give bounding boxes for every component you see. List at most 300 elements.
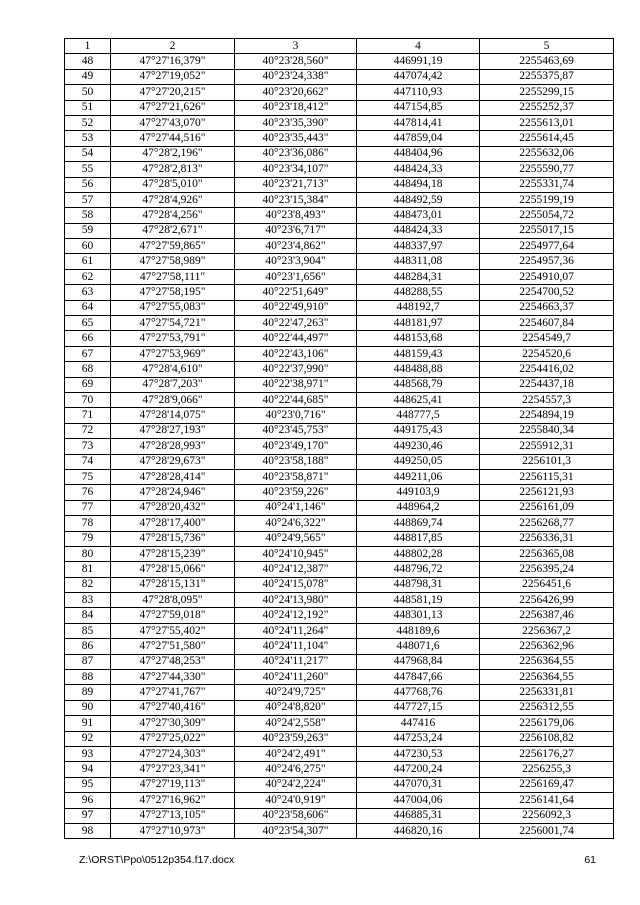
latitude-cell: 47°28'20,432": [111, 500, 235, 515]
y-coordinate-cell: 2255252,37: [480, 100, 614, 115]
table-row: [65, 408, 614, 423]
point-number-cell: 93: [65, 746, 111, 761]
y-coordinate-cell: 2256336,31: [480, 531, 614, 546]
longitude-cell: 40°22'37,990": [235, 362, 357, 377]
latitude-cell: 47°28'17,400": [111, 516, 235, 531]
table-row: [65, 670, 614, 685]
x-coordinate-cell: 448777,5: [357, 408, 480, 423]
latitude-cell: 47°27'58,989": [111, 254, 235, 269]
table-row: [65, 346, 614, 361]
point-number-cell: 52: [65, 115, 111, 130]
table-row: [65, 239, 614, 254]
table-row: [65, 562, 614, 577]
latitude-cell: 47°28'28,414": [111, 469, 235, 484]
x-coordinate-cell: 448159,43: [357, 346, 480, 361]
table-row: [65, 454, 614, 469]
table-row: [65, 162, 614, 177]
y-coordinate-cell: 2254663,37: [480, 300, 614, 315]
latitude-cell: 47°27'20,215": [111, 85, 235, 100]
latitude-cell: 47°28'8,095": [111, 593, 235, 608]
coordinates-table: [64, 38, 614, 839]
longitude-cell: 40°23'6,717": [235, 223, 357, 238]
table-row: [65, 177, 614, 192]
x-coordinate-cell: 448181,97: [357, 316, 480, 331]
y-coordinate-cell: 2255613,01: [480, 115, 614, 130]
y-coordinate-cell: 2256395,24: [480, 562, 614, 577]
table-row: [65, 700, 614, 715]
latitude-cell: 47°28'2,196": [111, 146, 235, 161]
point-number-cell: 88: [65, 670, 111, 685]
latitude-cell: 47°27'24,303": [111, 746, 235, 761]
y-coordinate-cell: 2254557,3: [480, 392, 614, 407]
point-number-cell: 95: [65, 777, 111, 792]
x-coordinate-cell: 447154,85: [357, 100, 480, 115]
y-coordinate-cell: 2255463,69: [480, 54, 614, 69]
x-coordinate-cell: 449211,06: [357, 469, 480, 484]
y-coordinate-cell: 2256387,46: [480, 608, 614, 623]
point-number-cell: 67: [65, 346, 111, 361]
x-coordinate-cell: 449230,46: [357, 439, 480, 454]
point-number-cell: 51: [65, 100, 111, 115]
table-row: [65, 762, 614, 777]
latitude-cell: 47°28'15,066": [111, 562, 235, 577]
point-number-cell: 61: [65, 254, 111, 269]
table-row: [65, 577, 614, 592]
x-coordinate-cell: 448473,01: [357, 208, 480, 223]
table-row: [65, 639, 614, 654]
x-coordinate-cell: 448337,97: [357, 239, 480, 254]
longitude-cell: 40°23'21,713": [235, 177, 357, 192]
table-header-row: [65, 39, 614, 54]
x-coordinate-cell: 447074,42: [357, 69, 480, 84]
latitude-cell: 47°28'4,610": [111, 362, 235, 377]
y-coordinate-cell: 2256451,6: [480, 577, 614, 592]
table-row: [65, 269, 614, 284]
latitude-cell: 47°27'41,767": [111, 685, 235, 700]
x-coordinate-cell: 449250,05: [357, 454, 480, 469]
latitude-cell: 47°27'55,402": [111, 623, 235, 638]
x-coordinate-cell: 447416: [357, 716, 480, 731]
y-coordinate-cell: 2254520,6: [480, 346, 614, 361]
point-number-cell: 91: [65, 716, 111, 731]
point-number-cell: 64: [65, 300, 111, 315]
x-coordinate-cell: 448192,7: [357, 300, 480, 315]
table-row: [65, 685, 614, 700]
latitude-cell: 47°27'21,626": [111, 100, 235, 115]
point-number-cell: 96: [65, 793, 111, 808]
table-row: [65, 192, 614, 207]
x-coordinate-cell: 447200,24: [357, 762, 480, 777]
table-row: [65, 439, 614, 454]
x-coordinate-cell: 447253,24: [357, 731, 480, 746]
table-row: [65, 777, 614, 792]
y-coordinate-cell: 2254437,18: [480, 377, 614, 392]
point-number-cell: 73: [65, 439, 111, 454]
table-row: [65, 392, 614, 407]
x-coordinate-cell: 447768,76: [357, 685, 480, 700]
point-number-cell: 75: [65, 469, 111, 484]
x-coordinate-cell: 448071,6: [357, 639, 480, 654]
x-coordinate-cell: 448424,33: [357, 162, 480, 177]
column-header-3: 3: [235, 39, 357, 54]
longitude-cell: 40°24'11,260": [235, 670, 357, 685]
point-number-cell: 56: [65, 177, 111, 192]
point-number-cell: 63: [65, 285, 111, 300]
latitude-cell: 47°28'15,239": [111, 546, 235, 561]
latitude-cell: 47°28'2,813": [111, 162, 235, 177]
latitude-cell: 47°28'29,673": [111, 454, 235, 469]
latitude-cell: 47°27'55,083": [111, 300, 235, 315]
latitude-cell: 47°27'30,309": [111, 716, 235, 731]
longitude-cell: 40°23'36,086": [235, 146, 357, 161]
longitude-cell: 40°22'43,106": [235, 346, 357, 361]
y-coordinate-cell: 2255375,87: [480, 69, 614, 84]
longitude-cell: 40°24'9,725": [235, 685, 357, 700]
table-row: [65, 223, 614, 238]
point-number-cell: 94: [65, 762, 111, 777]
longitude-cell: 40°24'12,387": [235, 562, 357, 577]
table-row: [65, 54, 614, 69]
table-row: [65, 808, 614, 823]
point-number-cell: 49: [65, 69, 111, 84]
longitude-cell: 40°24'9,565": [235, 531, 357, 546]
x-coordinate-cell: 447230,53: [357, 746, 480, 761]
latitude-cell: 47°27'59,018": [111, 608, 235, 623]
longitude-cell: 40°24'12,192": [235, 608, 357, 623]
longitude-cell: 40°23'3,904": [235, 254, 357, 269]
x-coordinate-cell: 447814,41: [357, 115, 480, 130]
x-coordinate-cell: 448492,59: [357, 192, 480, 207]
latitude-cell: 47°28'27,193": [111, 423, 235, 438]
point-number-cell: 66: [65, 331, 111, 346]
table-row: [65, 85, 614, 100]
point-number-cell: 70: [65, 392, 111, 407]
x-coordinate-cell: 448494,18: [357, 177, 480, 192]
column-header-5: 5: [480, 39, 614, 54]
point-number-cell: 74: [65, 454, 111, 469]
x-coordinate-cell: 447110,93: [357, 85, 480, 100]
x-coordinate-cell: 448424,33: [357, 223, 480, 238]
point-number-cell: 72: [65, 423, 111, 438]
y-coordinate-cell: 2256115,31: [480, 469, 614, 484]
longitude-cell: 40°24'11,217": [235, 654, 357, 669]
y-coordinate-cell: 2255590,77: [480, 162, 614, 177]
longitude-cell: 40°23'34,107": [235, 162, 357, 177]
x-coordinate-cell: 447070,31: [357, 777, 480, 792]
longitude-cell: 40°24'10,945": [235, 546, 357, 561]
point-number-cell: 55: [65, 162, 111, 177]
table-row: [65, 331, 614, 346]
coordinates-table-body: [65, 39, 614, 839]
table-row: [65, 731, 614, 746]
table-row: [65, 485, 614, 500]
point-number-cell: 57: [65, 192, 111, 207]
y-coordinate-cell: 2255331,74: [480, 177, 614, 192]
y-coordinate-cell: 2256364,55: [480, 654, 614, 669]
latitude-cell: 47°27'48,253": [111, 654, 235, 669]
latitude-cell: 47°27'51,580": [111, 639, 235, 654]
table-row: [65, 546, 614, 561]
x-coordinate-cell: 448817,85: [357, 531, 480, 546]
x-coordinate-cell: 447859,04: [357, 131, 480, 146]
x-coordinate-cell: 448288,55: [357, 285, 480, 300]
x-coordinate-cell: 448488,88: [357, 362, 480, 377]
latitude-cell: 47°27'44,330": [111, 670, 235, 685]
latitude-cell: 47°28'28,993": [111, 439, 235, 454]
latitude-cell: 47°27'43,070": [111, 115, 235, 130]
x-coordinate-cell: 446820,16: [357, 823, 480, 838]
point-number-cell: 79: [65, 531, 111, 546]
latitude-cell: 47°27'58,195": [111, 285, 235, 300]
point-number-cell: 68: [65, 362, 111, 377]
longitude-cell: 40°23'1,656": [235, 269, 357, 284]
point-number-cell: 59: [65, 223, 111, 238]
longitude-cell: 40°24'1,146": [235, 500, 357, 515]
longitude-cell: 40°22'51,649": [235, 285, 357, 300]
y-coordinate-cell: 2255199,19: [480, 192, 614, 207]
y-coordinate-cell: 2256426,99: [480, 593, 614, 608]
table-row: [65, 469, 614, 484]
x-coordinate-cell: 448798,31: [357, 577, 480, 592]
latitude-cell: 47°27'53,969": [111, 346, 235, 361]
latitude-cell: 47°27'10,973": [111, 823, 235, 838]
y-coordinate-cell: 2256331,81: [480, 685, 614, 700]
latitude-cell: 47°28'5,010": [111, 177, 235, 192]
point-number-cell: 84: [65, 608, 111, 623]
point-number-cell: 87: [65, 654, 111, 669]
x-coordinate-cell: 448625,41: [357, 392, 480, 407]
latitude-cell: 47°27'13,105": [111, 808, 235, 823]
table-row: [65, 208, 614, 223]
y-coordinate-cell: 2255299,15: [480, 85, 614, 100]
point-number-cell: 89: [65, 685, 111, 700]
point-number-cell: 76: [65, 485, 111, 500]
table-row: [65, 593, 614, 608]
longitude-cell: 40°24'11,104": [235, 639, 357, 654]
x-coordinate-cell: 448284,31: [357, 269, 480, 284]
table-row: [65, 316, 614, 331]
longitude-cell: 40°23'15,384": [235, 192, 357, 207]
latitude-cell: 47°27'19,052": [111, 69, 235, 84]
longitude-cell: 40°23'59,263": [235, 731, 357, 746]
longitude-cell: 40°24'0,919": [235, 793, 357, 808]
y-coordinate-cell: 2256176,27: [480, 746, 614, 761]
point-number-cell: 98: [65, 823, 111, 838]
table-row: [65, 285, 614, 300]
longitude-cell: 40°24'8,820": [235, 700, 357, 715]
point-number-cell: 65: [65, 316, 111, 331]
latitude-cell: 47°28'14,075": [111, 408, 235, 423]
y-coordinate-cell: 2256101,3: [480, 454, 614, 469]
longitude-cell: 40°22'47,263": [235, 316, 357, 331]
point-number-cell: 50: [65, 85, 111, 100]
longitude-cell: 40°23'8,493": [235, 208, 357, 223]
table-row: [65, 746, 614, 761]
y-coordinate-cell: 2256169,47: [480, 777, 614, 792]
table-row: [65, 716, 614, 731]
y-coordinate-cell: 2256179,06: [480, 716, 614, 731]
longitude-cell: 40°23'59,226": [235, 485, 357, 500]
table-row: [65, 254, 614, 269]
latitude-cell: 47°27'16,379": [111, 54, 235, 69]
latitude-cell: 47°27'54,721": [111, 316, 235, 331]
longitude-cell: 40°24'15,078": [235, 577, 357, 592]
longitude-cell: 40°22'44,497": [235, 331, 357, 346]
x-coordinate-cell: 448311,08: [357, 254, 480, 269]
longitude-cell: 40°23'45,753": [235, 423, 357, 438]
y-coordinate-cell: 2256364,55: [480, 670, 614, 685]
column-header-2: 2: [111, 39, 235, 54]
latitude-cell: 47°27'19,113": [111, 777, 235, 792]
y-coordinate-cell: 2256108,82: [480, 731, 614, 746]
x-coordinate-cell: 449175,43: [357, 423, 480, 438]
latitude-cell: 47°28'15,131": [111, 577, 235, 592]
longitude-cell: 40°22'38,971": [235, 377, 357, 392]
y-coordinate-cell: 2256121,93: [480, 485, 614, 500]
y-coordinate-cell: 2255912,31: [480, 439, 614, 454]
longitude-cell: 40°23'35,390": [235, 115, 357, 130]
latitude-cell: 47°27'59,865": [111, 239, 235, 254]
longitude-cell: 40°23'49,170": [235, 439, 357, 454]
latitude-cell: 47°27'53,791": [111, 331, 235, 346]
longitude-cell: 40°23'54,307": [235, 823, 357, 838]
y-coordinate-cell: 2254894,19: [480, 408, 614, 423]
y-coordinate-cell: 2255017,15: [480, 223, 614, 238]
y-coordinate-cell: 2254957,36: [480, 254, 614, 269]
longitude-cell: 40°24'6,322": [235, 516, 357, 531]
longitude-cell: 40°22'49,910": [235, 300, 357, 315]
table-row: [65, 115, 614, 130]
longitude-cell: 40°24'2,491": [235, 746, 357, 761]
latitude-cell: 47°27'25,022": [111, 731, 235, 746]
latitude-cell: 47°28'2,671": [111, 223, 235, 238]
table-row: [65, 69, 614, 84]
x-coordinate-cell: 447968,84: [357, 654, 480, 669]
latitude-cell: 47°28'4,926": [111, 192, 235, 207]
y-coordinate-cell: 2255632,06: [480, 146, 614, 161]
x-coordinate-cell: 446991,19: [357, 54, 480, 69]
y-coordinate-cell: 2254416,02: [480, 362, 614, 377]
column-header-1: 1: [65, 39, 111, 54]
y-coordinate-cell: 2256255,3: [480, 762, 614, 777]
point-number-cell: 82: [65, 577, 111, 592]
point-number-cell: 71: [65, 408, 111, 423]
point-number-cell: 90: [65, 700, 111, 715]
table-row: [65, 531, 614, 546]
point-number-cell: 77: [65, 500, 111, 515]
x-coordinate-cell: 448802,28: [357, 546, 480, 561]
y-coordinate-cell: 2256367,2: [480, 623, 614, 638]
y-coordinate-cell: 2255614,45: [480, 131, 614, 146]
y-coordinate-cell: 2256161,09: [480, 500, 614, 515]
table-row: [65, 823, 614, 838]
latitude-cell: 47°27'40,416": [111, 700, 235, 715]
x-coordinate-cell: 448796,72: [357, 562, 480, 577]
point-number-cell: 58: [65, 208, 111, 223]
longitude-cell: 40°23'20,662": [235, 85, 357, 100]
y-coordinate-cell: 2254977,64: [480, 239, 614, 254]
latitude-cell: 47°28'24,946": [111, 485, 235, 500]
y-coordinate-cell: 2254607,84: [480, 316, 614, 331]
x-coordinate-cell: 448964,2: [357, 500, 480, 515]
x-coordinate-cell: 448581,19: [357, 593, 480, 608]
longitude-cell: 40°24'2,558": [235, 716, 357, 731]
footer-page-number: 61: [584, 854, 596, 866]
x-coordinate-cell: 448568,79: [357, 377, 480, 392]
table-row: [65, 516, 614, 531]
longitude-cell: 40°23'24,338": [235, 69, 357, 84]
y-coordinate-cell: 2256141,64: [480, 793, 614, 808]
y-coordinate-cell: 2254700,52: [480, 285, 614, 300]
latitude-cell: 47°27'16,962": [111, 793, 235, 808]
x-coordinate-cell: 446885,31: [357, 808, 480, 823]
longitude-cell: 40°22'44,685": [235, 392, 357, 407]
longitude-cell: 40°23'58,188": [235, 454, 357, 469]
y-coordinate-cell: 2256268,77: [480, 516, 614, 531]
point-number-cell: 48: [65, 54, 111, 69]
longitude-cell: 40°24'11,264": [235, 623, 357, 638]
table-row: [65, 131, 614, 146]
longitude-cell: 40°23'58,871": [235, 469, 357, 484]
point-number-cell: 69: [65, 377, 111, 392]
x-coordinate-cell: 448404,96: [357, 146, 480, 161]
table-row: [65, 146, 614, 161]
table-row: [65, 362, 614, 377]
point-number-cell: 81: [65, 562, 111, 577]
y-coordinate-cell: 2254549,7: [480, 331, 614, 346]
point-number-cell: 53: [65, 131, 111, 146]
footer-file-path: Z:\ORST\Ppo\0512p354.f17.docx: [79, 854, 235, 866]
table-row: [65, 377, 614, 392]
x-coordinate-cell: 447004,06: [357, 793, 480, 808]
y-coordinate-cell: 2255054,72: [480, 208, 614, 223]
table-row: [65, 100, 614, 115]
point-number-cell: 92: [65, 731, 111, 746]
column-header-4: 4: [357, 39, 480, 54]
table-row: [65, 654, 614, 669]
table-row: [65, 300, 614, 315]
y-coordinate-cell: 2256365,08: [480, 546, 614, 561]
x-coordinate-cell: 448301,13: [357, 608, 480, 623]
y-coordinate-cell: 2255840,34: [480, 423, 614, 438]
y-coordinate-cell: 2256092,3: [480, 808, 614, 823]
x-coordinate-cell: 448153,68: [357, 331, 480, 346]
latitude-cell: 47°28'15,736": [111, 531, 235, 546]
latitude-cell: 47°27'44,516": [111, 131, 235, 146]
y-coordinate-cell: 2254910,07: [480, 269, 614, 284]
point-number-cell: 78: [65, 516, 111, 531]
longitude-cell: 40°24'6,275": [235, 762, 357, 777]
longitude-cell: 40°23'58,606": [235, 808, 357, 823]
point-number-cell: 54: [65, 146, 111, 161]
longitude-cell: 40°23'4,862": [235, 239, 357, 254]
point-number-cell: 85: [65, 623, 111, 638]
point-number-cell: 62: [65, 269, 111, 284]
table-row: [65, 608, 614, 623]
x-coordinate-cell: 448869,74: [357, 516, 480, 531]
latitude-cell: 47°28'9,066": [111, 392, 235, 407]
point-number-cell: 60: [65, 239, 111, 254]
y-coordinate-cell: 2256362,96: [480, 639, 614, 654]
x-coordinate-cell: 447847,66: [357, 670, 480, 685]
longitude-cell: 40°23'18,412": [235, 100, 357, 115]
longitude-cell: 40°23'0,716": [235, 408, 357, 423]
table-row: [65, 623, 614, 638]
x-coordinate-cell: 447727,15: [357, 700, 480, 715]
point-number-cell: 86: [65, 639, 111, 654]
x-coordinate-cell: 449103,9: [357, 485, 480, 500]
table-row: [65, 793, 614, 808]
